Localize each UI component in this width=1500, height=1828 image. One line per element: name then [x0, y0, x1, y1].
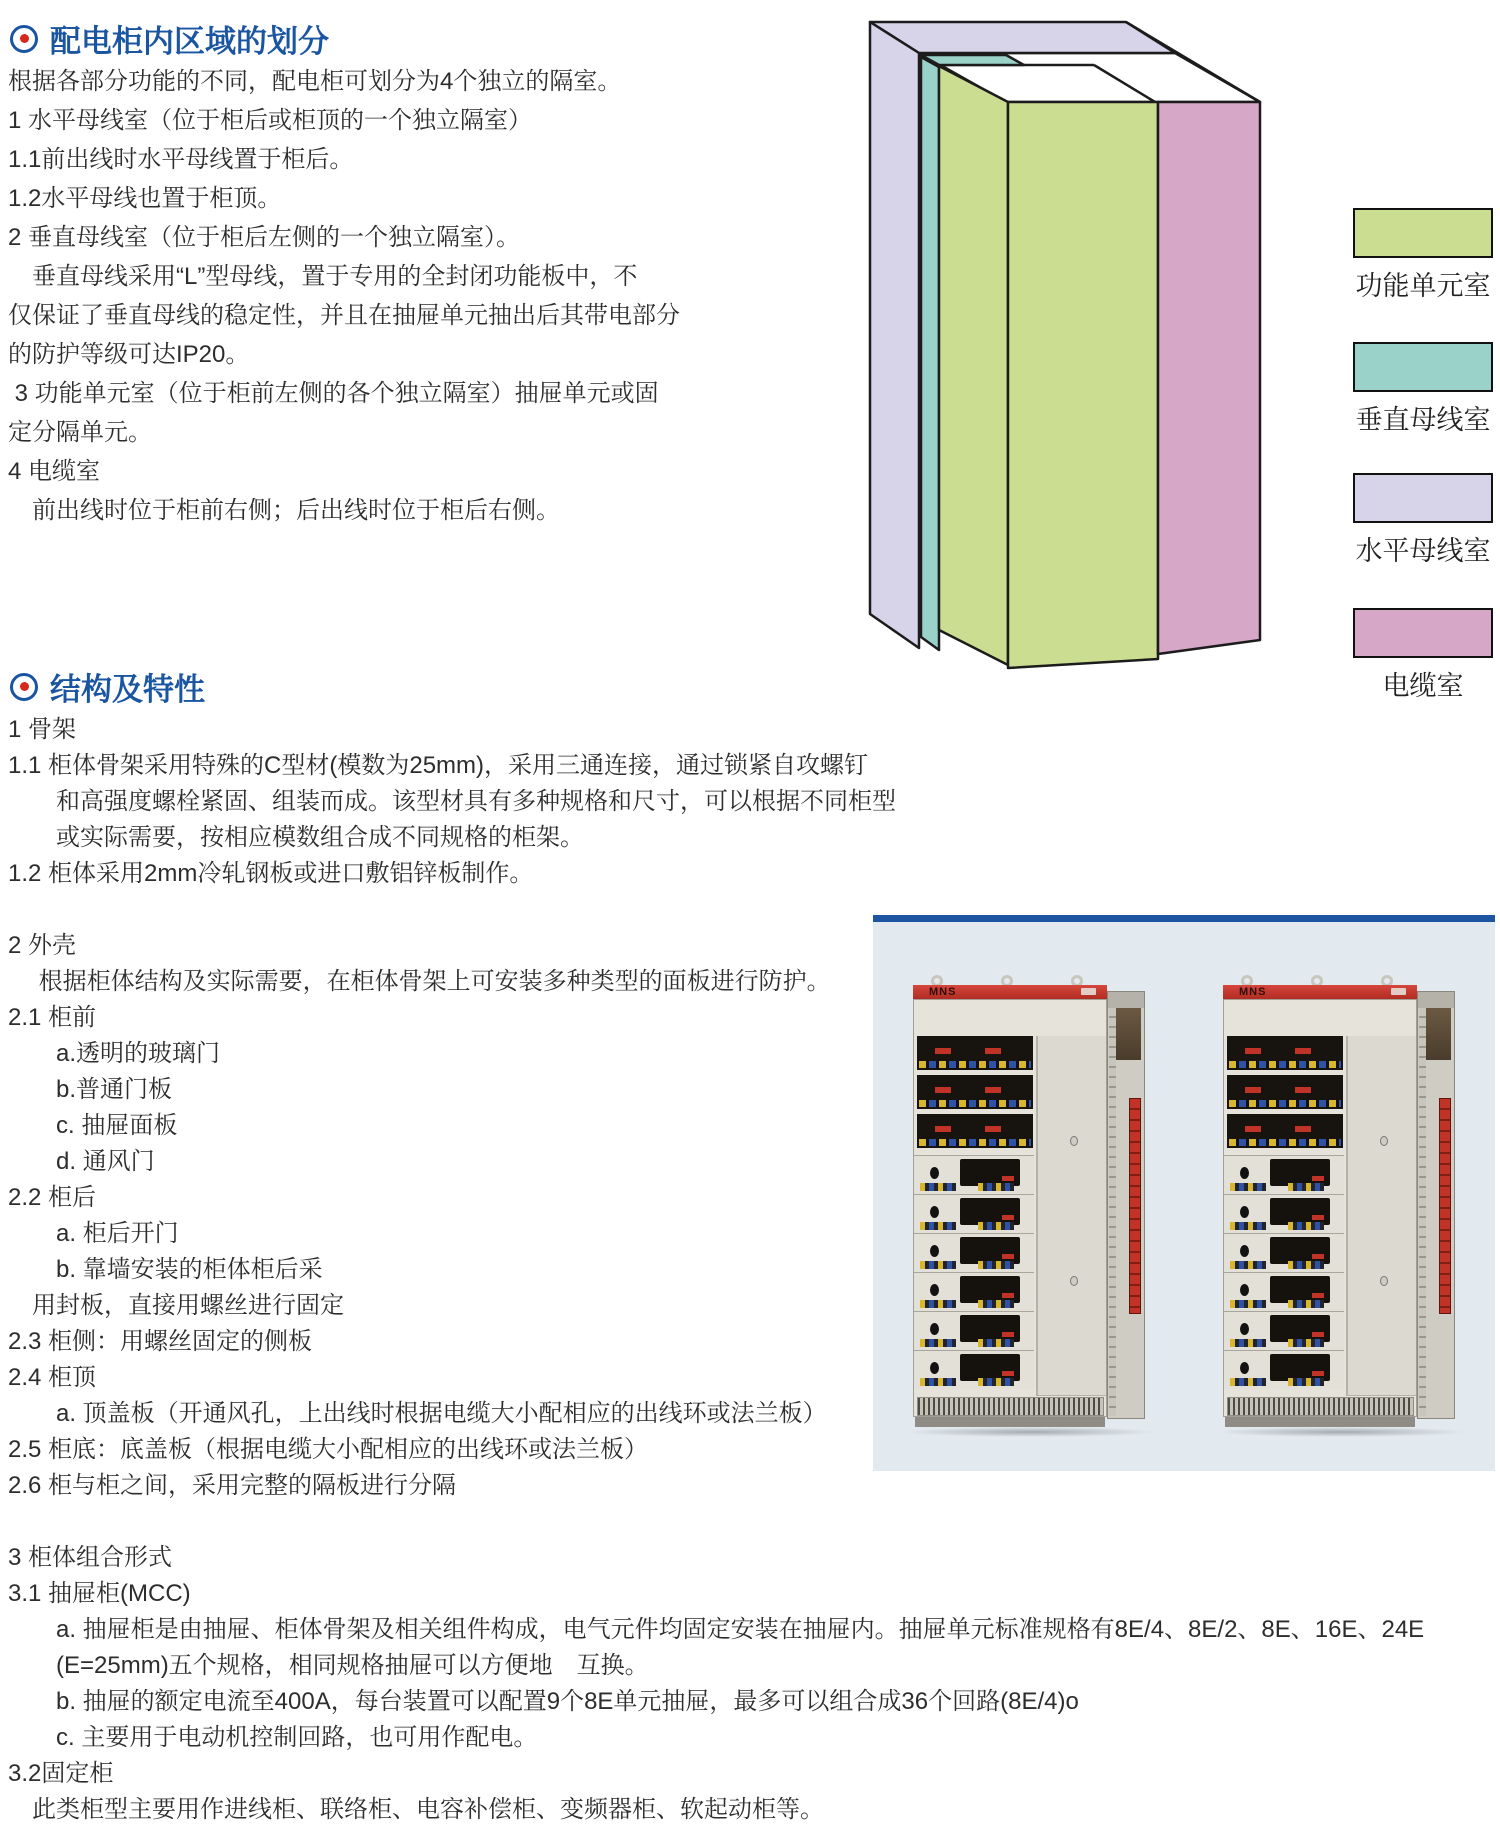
drawer-handle — [985, 1048, 1001, 1054]
drawer-panel — [1270, 1315, 1330, 1342]
text-line: 此类柜型主要用作进线柜、联络柜、电容补偿柜、变频器柜、软起动柜等。 — [8, 1796, 824, 1823]
text-line: 3 柜体组合形式 — [8, 1544, 173, 1571]
text-line: 1 水平母线室（位于柜后或柜顶的一个独立隔室） — [8, 107, 533, 134]
cabinet-brand-label: MNS — [929, 986, 957, 998]
text-line: 垂直母线采用“L”型母线，置于专用的全封闭功能板中，不 — [8, 263, 638, 290]
text-line: 1.1前出线时水平母线置于柜后。 — [8, 146, 354, 173]
photo-top-border — [873, 915, 1495, 922]
text-line: a. 抽屉柜是由抽屉、柜体骨架及相关组件构成，电气元件均固定安装在抽屉内。抽屉单元标准规格有8E/4、8E/2、8E、16E、24E — [8, 1616, 1425, 1643]
cabinet-brand-label: MNS — [1239, 986, 1267, 998]
drawer-modules-dark — [1227, 1036, 1343, 1152]
text-line: 2.1 柜前 — [8, 1004, 97, 1031]
drawer-panel — [960, 1237, 1020, 1264]
text-line: 4 电缆室 — [8, 458, 101, 485]
indicator-strip — [978, 1339, 1014, 1347]
legend-swatch-function-unit — [1353, 208, 1493, 258]
indicator-strip — [1230, 1339, 1266, 1347]
legend-label-horizontal-busbar: 水平母线室 — [1355, 536, 1491, 566]
drawer-panel — [1270, 1198, 1330, 1225]
side-top-cap — [1418, 992, 1454, 1008]
horizontal-busbar-left-face — [870, 22, 919, 648]
drawer-handle — [1295, 1087, 1311, 1093]
switchgear-cabinet — [1223, 979, 1455, 1431]
indicator-strip — [978, 1300, 1014, 1308]
door-knob-icon — [1070, 1136, 1078, 1146]
frame-rail — [1109, 1008, 1116, 1416]
text-line: 用封板，直接用螺丝进行固定 — [8, 1292, 344, 1319]
vent-dot-icon — [1240, 1362, 1249, 1374]
vent-grille — [917, 1397, 1104, 1416]
drawer-panel — [1270, 1159, 1330, 1186]
indicator-strip — [1288, 1222, 1324, 1230]
indicator-strip — [1229, 1061, 1341, 1068]
text-line: 2.4 柜顶 — [8, 1364, 97, 1391]
text-line: a.透明的玻璃门 — [8, 1040, 221, 1067]
drawer-module — [917, 1114, 1033, 1148]
text-line: 1 骨架 — [8, 716, 77, 743]
drawer-handle — [1002, 1254, 1014, 1259]
drawer-row — [1224, 1194, 1344, 1233]
indicator-strip — [920, 1300, 956, 1308]
indicator-strip — [920, 1183, 956, 1191]
drawer-panel — [960, 1198, 1020, 1225]
cabinet-door — [1346, 1036, 1416, 1396]
text-line: 定分隔单元。 — [8, 419, 152, 446]
drawer-module — [917, 1075, 1033, 1109]
text-line: 和高强度螺栓紧固、组装而成。该型材具有多种规格和尺寸，可以根据不同柜型 — [8, 788, 896, 815]
door-knob-icon — [1380, 1136, 1388, 1146]
text-line: 3.2固定柜 — [8, 1760, 114, 1787]
cabinet-side-frame — [1107, 991, 1145, 1419]
busbar-strip — [1439, 1098, 1451, 1314]
drawer-row — [1224, 1350, 1344, 1389]
drawer-modules-dark — [917, 1036, 1033, 1152]
drawer-row — [1224, 1155, 1344, 1194]
switchgear-cabinet — [913, 979, 1145, 1431]
section1-heading-text: 配电柜内区域的划分 — [50, 24, 329, 59]
drawer-panel — [1270, 1354, 1330, 1381]
vent-dot-icon — [930, 1206, 939, 1218]
product-photo — [873, 915, 1495, 1471]
indicator-strip — [920, 1261, 956, 1269]
drawer-handle — [985, 1126, 1001, 1132]
drawer-handle — [1245, 1126, 1261, 1132]
text-line: 1.2水平母线也置于柜顶。 — [8, 185, 282, 212]
text-line: 的防护等级可达IP20。 — [8, 341, 250, 368]
text-line: a. 顶盖板（开通风孔，上出线时根据电缆大小配相应的出线环或法兰板） — [8, 1400, 827, 1427]
drawer-handle — [935, 1126, 951, 1132]
drawer-panel — [1270, 1237, 1330, 1264]
section2-heading-text: 结构及特性 — [50, 672, 205, 707]
cabinet-header — [1223, 985, 1417, 999]
indicator-strip — [1229, 1100, 1341, 1107]
indicator-strip — [919, 1100, 1031, 1107]
text-line: 2 外壳 — [8, 932, 77, 959]
drawer-module — [917, 1036, 1033, 1070]
text-line: 3.1 抽屉柜(MCC) — [8, 1580, 191, 1607]
cabinet-header — [913, 985, 1107, 999]
indicator-strip — [1288, 1378, 1324, 1386]
text-line: 3 功能单元室（位于柜前左侧的各个独立隔室）抽屉单元或固 — [8, 380, 659, 407]
drawer-row — [914, 1311, 1034, 1350]
text-line: 前出线时位于柜前右侧；后出线时位于柜后右侧。 — [8, 497, 560, 524]
vent-dot-icon — [930, 1245, 939, 1257]
drawer-row — [1224, 1272, 1344, 1311]
indicator-strip — [978, 1222, 1014, 1230]
drawer-handle — [935, 1087, 951, 1093]
text-line: 1.1 柜体骨架采用特殊的C型材(模数为25mm)，采用三通连接，通过锁紧自攻螺钉 — [8, 752, 869, 779]
drawer-handle — [1002, 1176, 1014, 1181]
text-line: a. 柜后开门 — [8, 1220, 179, 1247]
text-line: 2.6 柜与柜之间，采用完整的隔板进行分隔 — [8, 1472, 457, 1499]
vertical-busbar-top-face — [921, 55, 1024, 65]
brand-logo-icon — [1391, 988, 1406, 995]
drawer-handle — [1002, 1215, 1014, 1220]
drawer-row — [1224, 1311, 1344, 1350]
horizontal-busbar-top-face — [870, 22, 1175, 53]
vent-dot-icon — [1240, 1284, 1249, 1296]
indicator-strip — [1229, 1139, 1341, 1146]
indicator-strip — [978, 1378, 1014, 1386]
cabinet-shadow — [905, 1427, 1157, 1437]
text-line: b.普通门板 — [8, 1076, 173, 1103]
drawer-rows-light — [1224, 1155, 1344, 1393]
drawer-module — [1227, 1075, 1343, 1109]
cabinet-front — [1223, 999, 1417, 1417]
frame-rail — [1419, 1008, 1426, 1416]
drawer-row — [914, 1233, 1034, 1272]
door-knob-icon — [1380, 1276, 1388, 1286]
drawer-handle — [1295, 1048, 1311, 1054]
drawer-handle — [985, 1087, 1001, 1093]
indicator-strip — [920, 1222, 956, 1230]
text-line — [8, 1504, 1424, 1540]
drawer-row — [914, 1155, 1034, 1194]
function-unit-left-face — [939, 66, 1008, 665]
vent-dot-icon — [1240, 1167, 1249, 1179]
drawer-panel — [1270, 1276, 1330, 1303]
indicator-strip — [1230, 1222, 1266, 1230]
indicator-strip — [1288, 1183, 1324, 1191]
indicator-strip — [920, 1378, 956, 1386]
drawer-panel — [960, 1276, 1020, 1303]
vent-dot-icon — [930, 1167, 939, 1179]
cabinet-plinth — [1225, 1417, 1415, 1427]
drawer-handle — [1295, 1126, 1311, 1132]
legend-swatch-cable-room — [1353, 608, 1493, 658]
text-line: 2.3 柜侧：用螺丝固定的侧板 — [8, 1328, 313, 1355]
text-line: 根据各部分功能的不同，配电柜可划分为4个独立的隔室。 — [8, 68, 622, 95]
busbar-strip — [1129, 1098, 1141, 1314]
indicator-strip — [1288, 1300, 1324, 1308]
vent-dot-icon — [1240, 1245, 1249, 1257]
drawer-row — [914, 1272, 1034, 1311]
text-line: 根据柜体结构及实际需要，在柜体骨架上可安装多种类型的面板进行防护。 — [8, 968, 831, 995]
side-cavity — [1422, 1008, 1451, 1060]
legend-swatch-vertical-busbar — [1353, 342, 1493, 392]
section1-heading — [10, 16, 329, 61]
drawer-handle — [1312, 1176, 1324, 1181]
drawer-handle — [1002, 1332, 1014, 1337]
text-line: 仅保证了垂直母线的稳定性，并且在抽屉单元抽出后其带电部分 — [8, 302, 680, 329]
text-line: 2.2 柜后 — [8, 1184, 97, 1211]
cabinet-shadow — [1215, 1427, 1467, 1437]
indicator-strip — [919, 1061, 1031, 1068]
vertical-busbar-front-face — [921, 57, 939, 650]
drawer-row — [914, 1350, 1034, 1389]
target-icon — [10, 25, 38, 53]
vent-grille — [1227, 1397, 1414, 1416]
drawer-handle — [1312, 1215, 1324, 1220]
indicator-strip — [1230, 1300, 1266, 1308]
legend-swatch-horizontal-busbar — [1353, 473, 1493, 523]
drawer-handle — [1002, 1293, 1014, 1298]
indicator-strip — [1230, 1183, 1266, 1191]
section1-paragraph — [8, 62, 680, 530]
compartment-diagram — [858, 8, 1270, 670]
indicator-strip — [919, 1139, 1031, 1146]
cabinet-plinth — [915, 1417, 1105, 1427]
vent-dot-icon — [930, 1323, 939, 1335]
drawer-handle — [1245, 1087, 1261, 1093]
target-icon — [10, 673, 38, 701]
vent-dot-icon — [1240, 1323, 1249, 1335]
side-top-cap — [1108, 992, 1144, 1008]
door-knob-icon — [1070, 1276, 1078, 1286]
drawer-handle — [1312, 1254, 1324, 1259]
cabinet-front — [913, 999, 1107, 1417]
function-unit-front-face — [1008, 102, 1158, 668]
indicator-strip — [978, 1183, 1014, 1191]
drawer-row — [914, 1194, 1034, 1233]
drawer-rows-light — [914, 1155, 1034, 1393]
brand-logo-icon — [1081, 988, 1096, 995]
drawer-panel — [960, 1315, 1020, 1342]
text-line: 2 垂直母线室（位于柜后左侧的一个独立隔室）。 — [8, 224, 521, 251]
drawer-panel — [960, 1159, 1020, 1186]
text-line: 或实际需要，按相应模数组合成不同规格的柜架。 — [8, 824, 584, 851]
text-line: d. 通风门 — [8, 1148, 155, 1175]
text-line: b. 靠墙安装的柜体柜后采 — [8, 1256, 323, 1283]
drawer-handle — [1245, 1048, 1261, 1054]
drawer-handle — [1312, 1371, 1324, 1376]
cabinet-door — [1036, 1036, 1106, 1396]
text-line: b. 抽屉的额定电流至400A，每台装置可以配置9个8E单元抽屉，最多可以组合成36个回路(8E/4)o — [8, 1688, 1079, 1715]
drawer-panel — [960, 1354, 1020, 1381]
text-line: 1.2 柜体采用2mm冷轧钢板或进口敷铝锌板制作。 — [8, 860, 534, 887]
indicator-strip — [1288, 1261, 1324, 1269]
drawer-module — [1227, 1114, 1343, 1148]
drawer-row — [1224, 1233, 1344, 1272]
cabinet-side-frame — [1417, 991, 1455, 1419]
text-line: 2.5 柜底：底盖板（根据电缆大小配相应的出线环或法兰板） — [8, 1436, 649, 1463]
legend-label-function-unit: 功能单元室 — [1355, 271, 1491, 301]
indicator-strip — [920, 1339, 956, 1347]
text-line: c. 主要用于电动机控制回路，也可用作配电。 — [8, 1724, 538, 1751]
legend-label-vertical-busbar: 垂直母线室 — [1355, 405, 1491, 435]
drawer-handle — [1312, 1293, 1324, 1298]
drawer-module — [1227, 1036, 1343, 1070]
section2-heading — [10, 664, 205, 709]
side-cavity — [1112, 1008, 1141, 1060]
drawer-handle — [935, 1048, 951, 1054]
drawer-handle — [1002, 1371, 1014, 1376]
indicator-strip — [1288, 1339, 1324, 1347]
text-line: c. 抽屉面板 — [8, 1112, 178, 1139]
vent-dot-icon — [930, 1362, 939, 1374]
cable-compartment-front-face — [1158, 102, 1260, 654]
indicator-strip — [978, 1261, 1014, 1269]
text-line: (E=25mm)五个规格，相同规格抽屉可以方便地 互换。 — [8, 1652, 649, 1679]
legend-label-cable-room: 电缆室 — [1382, 671, 1464, 701]
drawer-handle — [1312, 1332, 1324, 1337]
indicator-strip — [1230, 1261, 1266, 1269]
vent-dot-icon — [1240, 1206, 1249, 1218]
indicator-strip — [1230, 1378, 1266, 1386]
vent-dot-icon — [930, 1284, 939, 1296]
